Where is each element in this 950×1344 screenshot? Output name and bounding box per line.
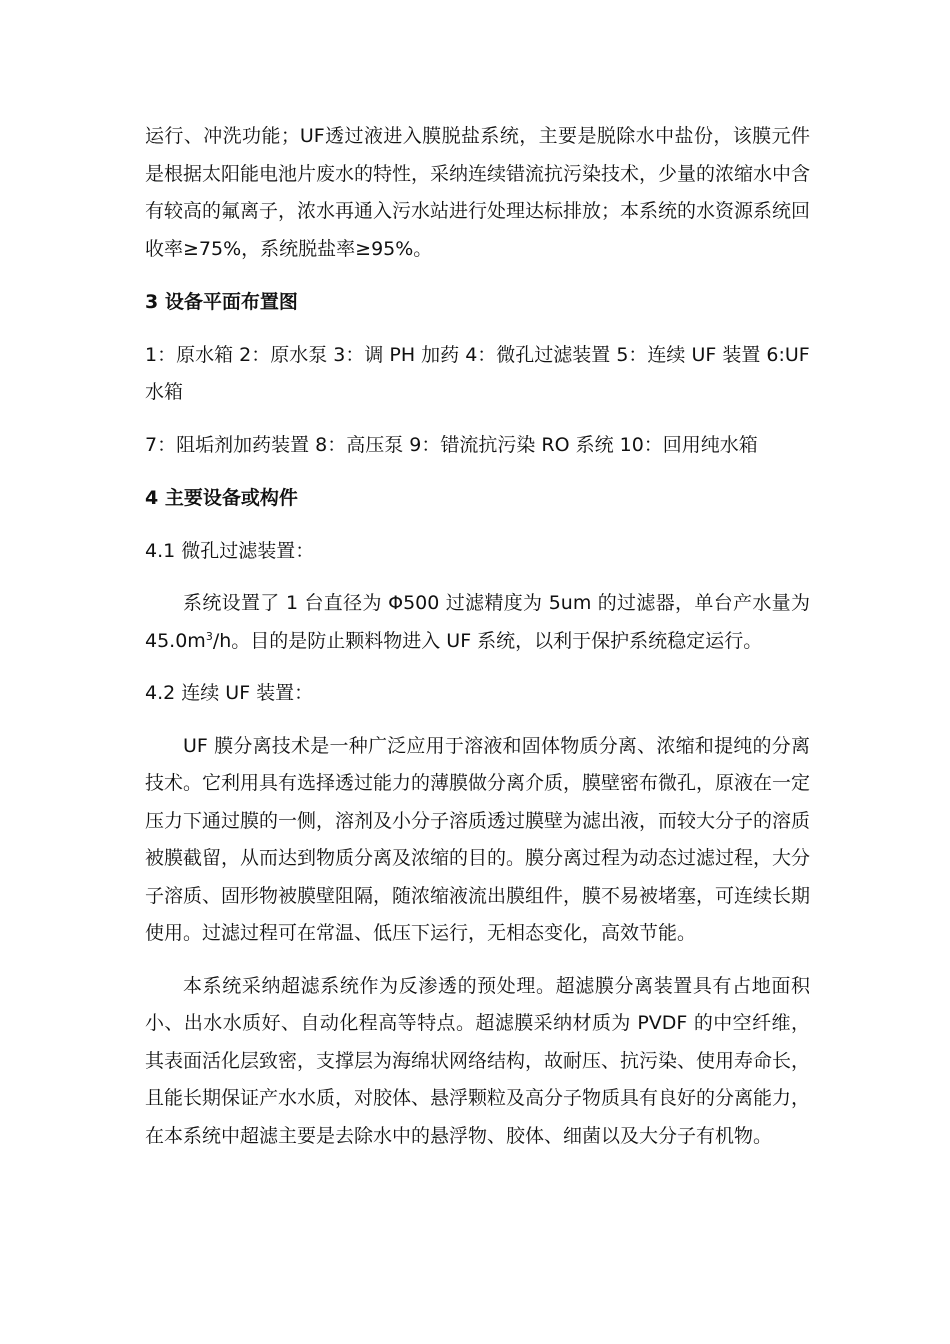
- superscript-cubic: 3: [205, 629, 213, 643]
- microfiltration-text-b: /h。目的是防止颗料物进入 UF 系统，以利于保护系统稳定运行。: [212, 629, 763, 652]
- section-heading-3: 3 设备平面布置图: [145, 291, 298, 313]
- paragraph-uf-technology: UF 膜分离技术是一种广泛应用于溶液和固体物质分离、浓缩和提纯的分离技术。它利用具有选择透过能力的薄膜做分离介质，膜壁密布微孔，原液在一定压力下通过膜的一侧，溶剂及小分子溶质透过膜壁为滤出液，而较大分子的溶质被膜截留，从而达到物质分离及浓缩的目的。膜分离过程为动态过滤过程，大分子溶质、固形物被膜壁阻隔，随浓缩液流出膜组件，膜不易被堵塞，可连续长期使用。过滤过程可在常温、低压下运行，无相态变化，高效节能。: [145, 734, 811, 944]
- section-heading-4: 4 主要设备或构件: [145, 487, 298, 509]
- equipment-layout-legend-2: 7：阻垢剂加药装置 8：高压泵 9：错流抗污染 RO 系统 10：回用纯水箱: [145, 433, 758, 456]
- paragraph-microfiltration: [145, 585, 810, 660]
- document-body: [145, 118, 810, 1155]
- subsection-heading-4-2: 4.2 连续 UF 装置：: [145, 682, 314, 704]
- subsection-heading-4-1: 4.1 微孔过滤装置：: [145, 539, 315, 562]
- equipment-layout-legend-1: 1：原水箱 2：原水泵 3：调 PH 加药 4：微孔过滤装置 5：连续 UF 装置 6:UF 水箱: [145, 343, 810, 403]
- paragraph-membrane-desalination: 运行、冲洗功能；UF透过液进入膜脱盐系统，主要是脱除水中盐份，该膜元件是根据太阳能电池片废水的特性，采纳连续错流抗污染技术，少量的浓缩水中含有较高的氟离子，浓水再通入污水站进行处理达标排放；本系统的水资源系统回收率≥75%，系统脱盐率≥95%。: [145, 125, 811, 260]
- paragraph-uf-pretreatment: 本系统采纳超滤系统作为反渗透的预处理。超滤膜分离装置具有占地面积小、出水水质好、自动化程高等特点。超滤膜采纳材质为 PVDF 的中空纤维，其表面活化层致密，支撑层为海绵状网络结构，故耐压、抗污染、使用寿命长，且能长期保证产水水质，对胶体、悬浮颗粒及高分子物质具有良好的分离能力，在本系统中超滤主要是去除水中的悬浮物、胶体、细菌以及大分子有机物。: [145, 974, 811, 1147]
- microfiltration-text-a: 系统设置了 1 台直径为 Φ500 过滤精度为 5um 的过滤器，单台产水量为 45.0m: [145, 592, 810, 652]
